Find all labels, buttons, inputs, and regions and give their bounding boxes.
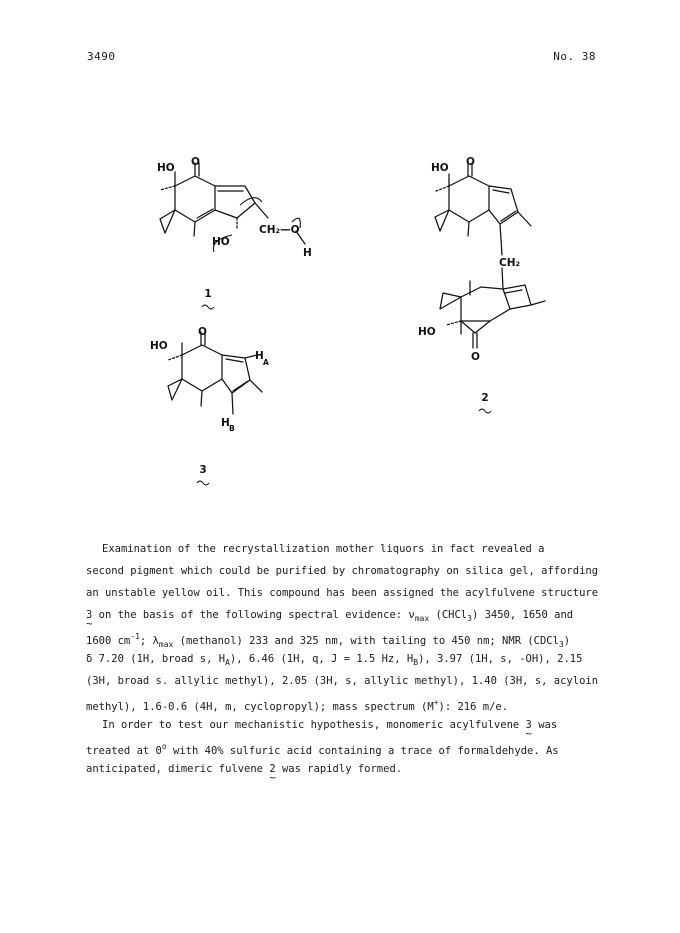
atom-label: O [198, 326, 207, 338]
structure-3 [168, 332, 262, 414]
text-line: In order to test our mechanistic hypothesis, monomeric acylfulvene 3 ~ was [86, 714, 592, 736]
text-line: treated at 0$^o$ with 40% sulfuric acid containing a trace of formaldehyde. As [86, 742, 559, 757]
atom-label: A [263, 358, 269, 367]
compound-label: 3 [199, 464, 207, 476]
atom-label: HO [418, 326, 436, 338]
body-text [86, 538, 599, 780]
structure-2 [435, 163, 545, 348]
atom-label: HO [157, 162, 175, 174]
atom-label: B [229, 424, 235, 433]
text-line: (3H, broad s. allylic methyl), 2.05 (3H, s, allylic methyl), 1.40 (3H, s, acyloin [86, 675, 599, 687]
text-line: 1600 $cm^{-1}$; $\lambda_{max}$ (methanol) 233 and 325 nm, with tailing to 450 nm; NMR (CDCl$_3$) [86, 632, 571, 649]
text-line: second pigment which could be purified by chromatography on silica gel, affording [86, 565, 599, 577]
page-number: 3490 [87, 50, 116, 63]
text-line: an unstable yellow oil. This compound has been assigned the acylfulvene structure [86, 587, 599, 599]
atom-label: CH₂ [499, 257, 521, 269]
text-line: anticipated, dimeric fulvene 2 ~ was rapidly formed. [86, 758, 592, 780]
text-line: methyl), 1.6-0.6 (4H, m, cyclopropyl); mass spectrum (M+): 216 m/e. [86, 698, 509, 713]
atom-label: HO [431, 162, 449, 174]
text-line: 3 ~ on the basis of the following spectral evidence: $\nu_{max}$ (CHCl$_3$) 3450, 1650 and [86, 604, 592, 626]
atom-label: H [255, 350, 264, 362]
atom-label: CH₂—O [259, 224, 300, 236]
journal-number: No. 38 [553, 50, 596, 63]
atom-label: O [191, 156, 200, 168]
atom-label: O [471, 351, 480, 363]
atom-label: H [303, 247, 312, 259]
text-line: δ 7.20 (1H, broad s, $H_A$), 6.46 (1H, q, J = 1.5 Hz, $H_B$), 3.97 (1H, s, -OH), 2.15 [86, 653, 583, 667]
atom-label: HO [150, 340, 168, 352]
structure-1 [160, 163, 305, 252]
text-line: Examination of the recrystallization mother liquors in fact revealed a [102, 543, 545, 555]
atom-label: O [466, 156, 475, 168]
atom-label: HO [212, 236, 230, 248]
compound-label: 1 [204, 288, 212, 300]
atom-label: H [221, 417, 230, 429]
compound-label: 2 [481, 392, 489, 404]
